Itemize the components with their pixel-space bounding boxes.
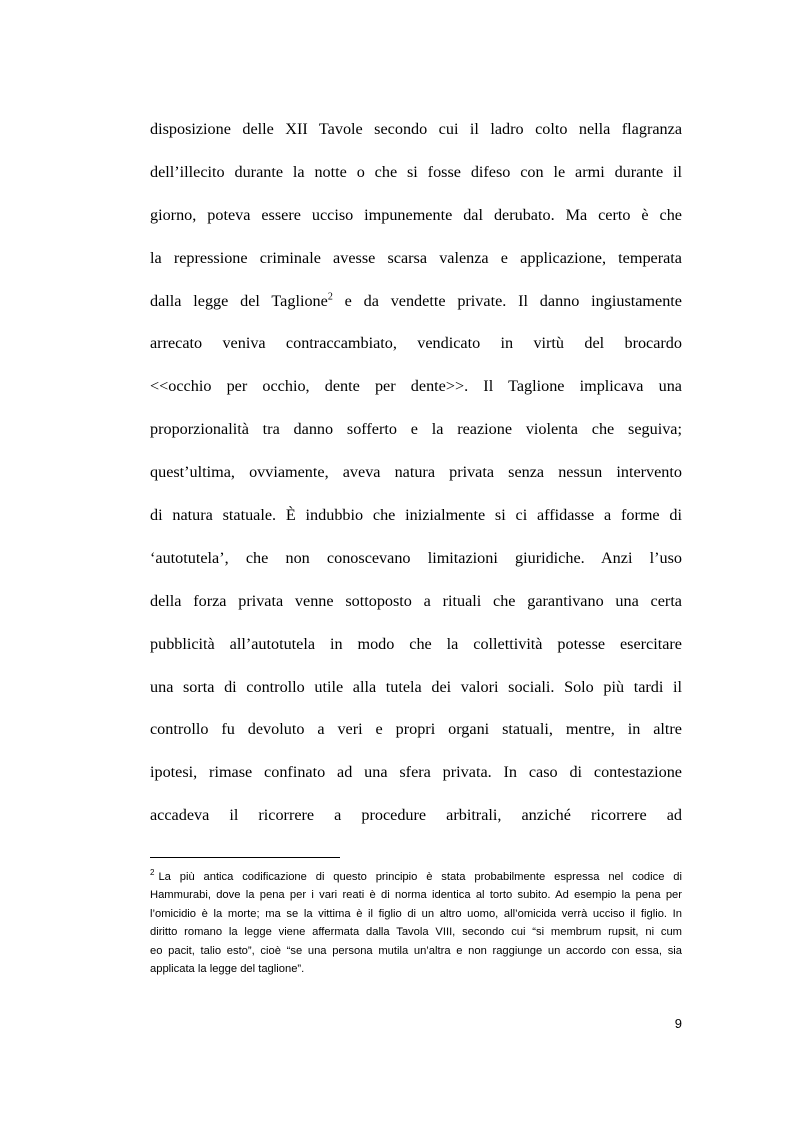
body-line: proporzionalità tra danno sofferto e la reazione violenta che seguiva; [150, 420, 682, 439]
body-line: pubblicità all’autotutela in modo che la collettività potesse esercitare [150, 634, 682, 653]
footnote [150, 868, 682, 978]
body-line: disposizione delle XII Tavole secondo cui il ladro colto nella flagranza [150, 120, 682, 138]
footnote-line: eo pacit, talio esto”, cioè “se una persona mutila un’altra e non raggiunge un accordo con essa, sia [150, 944, 682, 957]
footnote-line: Hammurabi, dove la pena per i vari reati è di norma identica al torto subito. Ad esempio la pena per [150, 889, 682, 902]
body-line: accadeva il ricorrere a procedure arbitrali, anziché ricorrere ad [150, 806, 682, 825]
footnote-reference[interactable]: 2 [327, 291, 333, 303]
body-line: giorno, poteva essere ucciso impunemente dal derubato. Ma certo è che [150, 205, 682, 224]
body-line: arrecato veniva contraccambiato, vendicato in virtù del brocardo [150, 334, 682, 353]
page-number: 9 [674, 1016, 682, 1031]
footnote-line-text: La più antica codificazione di questo principio è stata probabilmente espressa nel codice di [158, 871, 682, 883]
footnote-line [150, 868, 682, 886]
body-line: ipotesi, rimase confinato ad una sfera privata. In caso di contestazione [150, 763, 682, 782]
footnote-separator [150, 857, 340, 858]
footnote-line: l’omicidio è la morte; ma se la vittima è il figlio di un altro uomo, all’omicida verrà ucciso il figlio. In [150, 907, 682, 920]
body-line: dell’illecito durante la notte o che si fosse difeso con le armi durante il [150, 162, 682, 181]
body-line: quest’ultima, ovviamente, aveva natura privata senza nessun intervento [150, 463, 682, 482]
body-line: una sorta di controllo utile alla tutela dei valori sociali. Solo più tardi il [150, 677, 682, 696]
body-line: della forza privata venne sottoposto a rituali che garantivano una certa [150, 591, 682, 610]
body-line: <<occhio per occhio, dente per dente>>. Il Taglione implicava una [150, 377, 682, 396]
footnote-number: 2 [150, 868, 155, 878]
footnote-line: applicata la legge del taglione”. [150, 962, 305, 975]
body-line: di natura statuale. È indubbio che inizialmente si ci affidasse a forme di [150, 506, 682, 525]
body-line: ‘autotutela’, che non conoscevano limitazioni giuridiche. Anzi l’uso [150, 548, 682, 567]
body-line-end: e da vendette private. Il danno ingiustamente [332, 291, 682, 310]
body-line: la repressione criminale avesse scarsa valenza e applicazione, temperata [150, 248, 682, 267]
footnote-line: diritto romano la legge viene affermata dalla Tavola VIII, secondo cui “si membrum rupsit, ni cum [150, 926, 682, 939]
body-text [150, 108, 682, 837]
body-line-start: dalla legge del Taglione [150, 291, 328, 310]
body-line-with-footnote [150, 280, 682, 323]
body-line: controllo fu devoluto a veri e propri organi statuali, mentre, in altre [150, 720, 682, 739]
